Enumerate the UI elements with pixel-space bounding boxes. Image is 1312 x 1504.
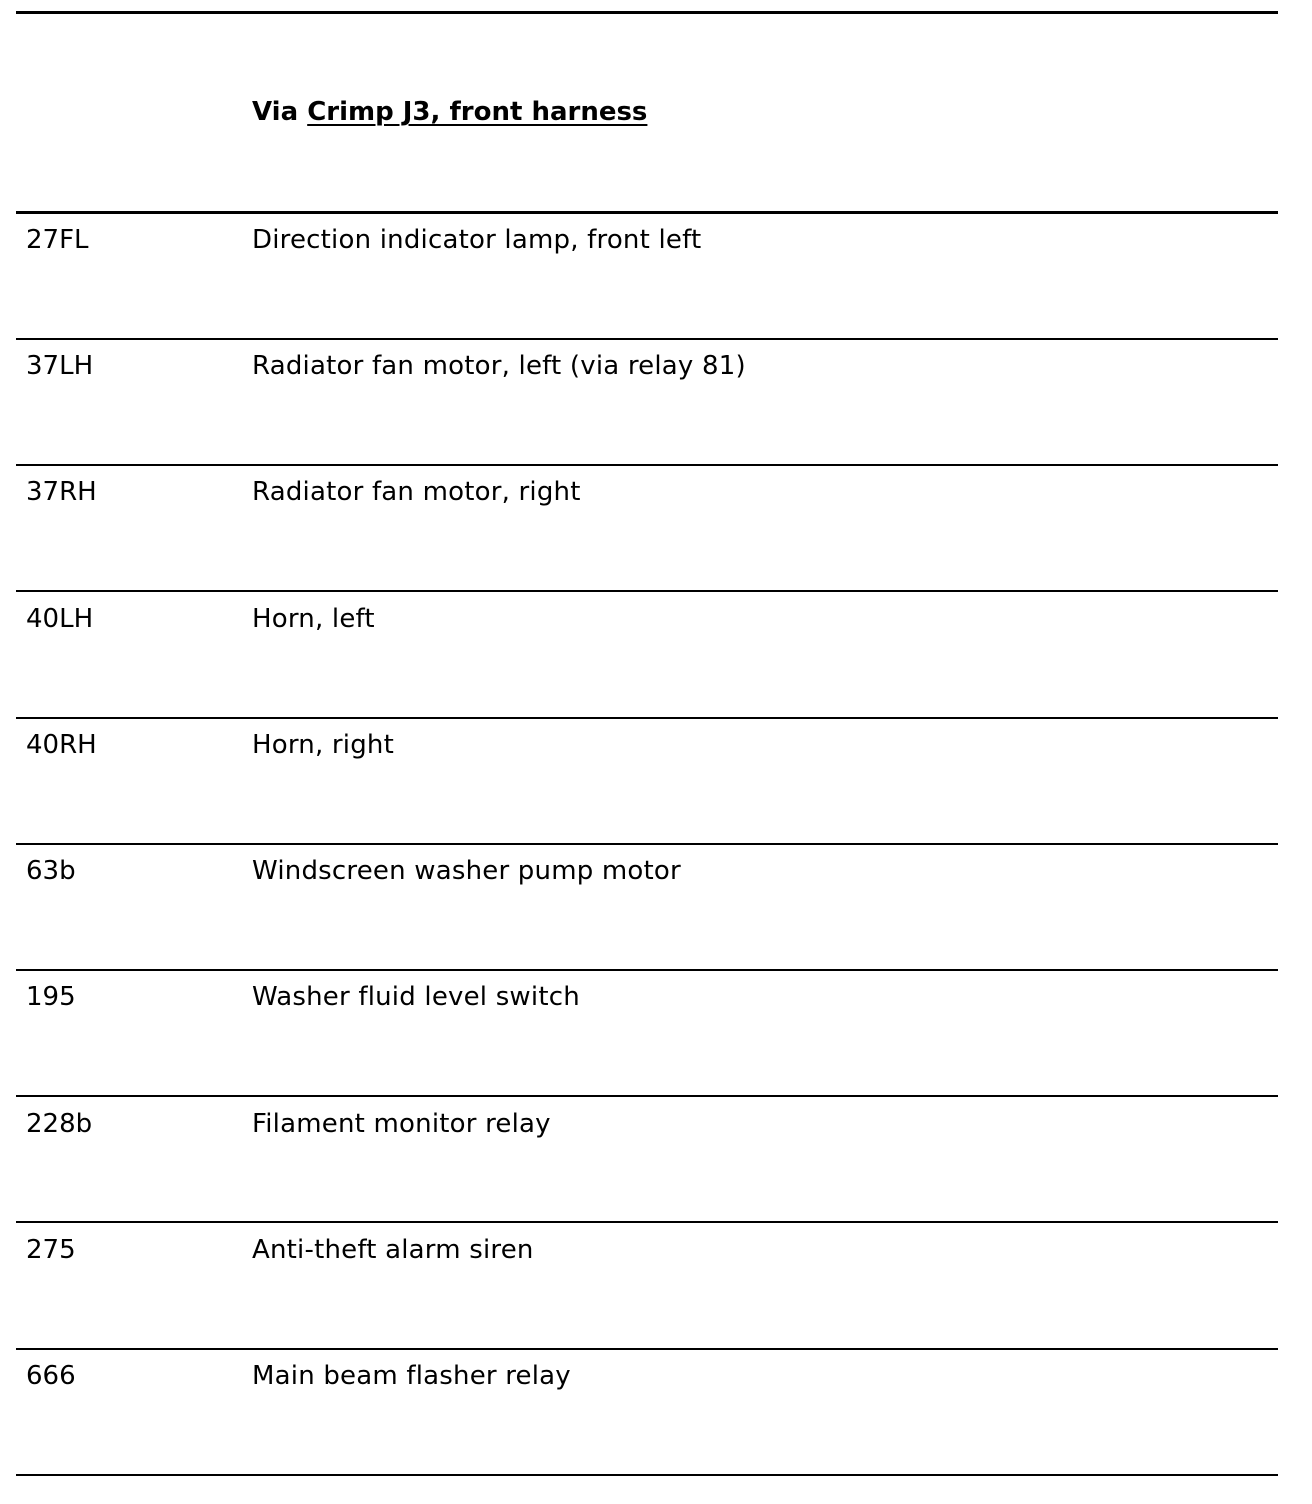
row-divider [16, 338, 1278, 340]
component-description: Direction indicator lamp, front left [252, 225, 702, 255]
table-row [0, 979, 1312, 1019]
component-description: Filament monitor relay [252, 1109, 551, 1139]
component-code: 40LH [26, 604, 94, 634]
heading-prefix: Via [252, 97, 299, 127]
table-row [0, 727, 1312, 767]
table-row [0, 1232, 1312, 1272]
row-divider [16, 1221, 1278, 1223]
component-code: 37RH [26, 477, 97, 507]
row-divider [16, 1348, 1278, 1350]
component-code: 666 [26, 1361, 76, 1391]
table-row [0, 1358, 1312, 1398]
component-code: 228b [26, 1109, 93, 1139]
row-divider [16, 464, 1278, 466]
row-divider [16, 1095, 1278, 1097]
component-description: Windscreen washer pump motor [252, 856, 681, 886]
component-description: Radiator fan motor, right [252, 477, 581, 507]
component-description: Anti-theft alarm siren [252, 1235, 534, 1265]
row-divider [16, 590, 1278, 592]
component-code: 63b [26, 856, 76, 886]
section-heading [252, 94, 647, 130]
component-code: 37LH [26, 351, 94, 381]
component-description: Main beam flasher relay [252, 1361, 571, 1391]
component-code: 27FL [26, 225, 89, 255]
component-description: Radiator fan motor, left (via relay 81) [252, 351, 746, 381]
table-row [0, 348, 1312, 388]
crimp-link[interactable]: Crimp J3, front harness [307, 97, 648, 127]
header-bottom-rule [16, 211, 1278, 214]
component-description: Horn, left [252, 604, 375, 634]
table-top-rule [16, 11, 1278, 14]
component-description: Washer fluid level switch [252, 982, 580, 1012]
component-code: 275 [26, 1235, 76, 1265]
table-row [0, 853, 1312, 893]
row-divider [16, 717, 1278, 719]
table-row [0, 222, 1312, 262]
table-row [0, 1106, 1312, 1146]
component-description: Horn, right [252, 730, 394, 760]
row-divider [16, 843, 1278, 845]
component-code: 195 [26, 982, 76, 1012]
table-bottom-rule [16, 1474, 1278, 1476]
row-divider [16, 969, 1278, 971]
table-row [0, 474, 1312, 514]
table-row [0, 601, 1312, 641]
component-code: 40RH [26, 730, 97, 760]
